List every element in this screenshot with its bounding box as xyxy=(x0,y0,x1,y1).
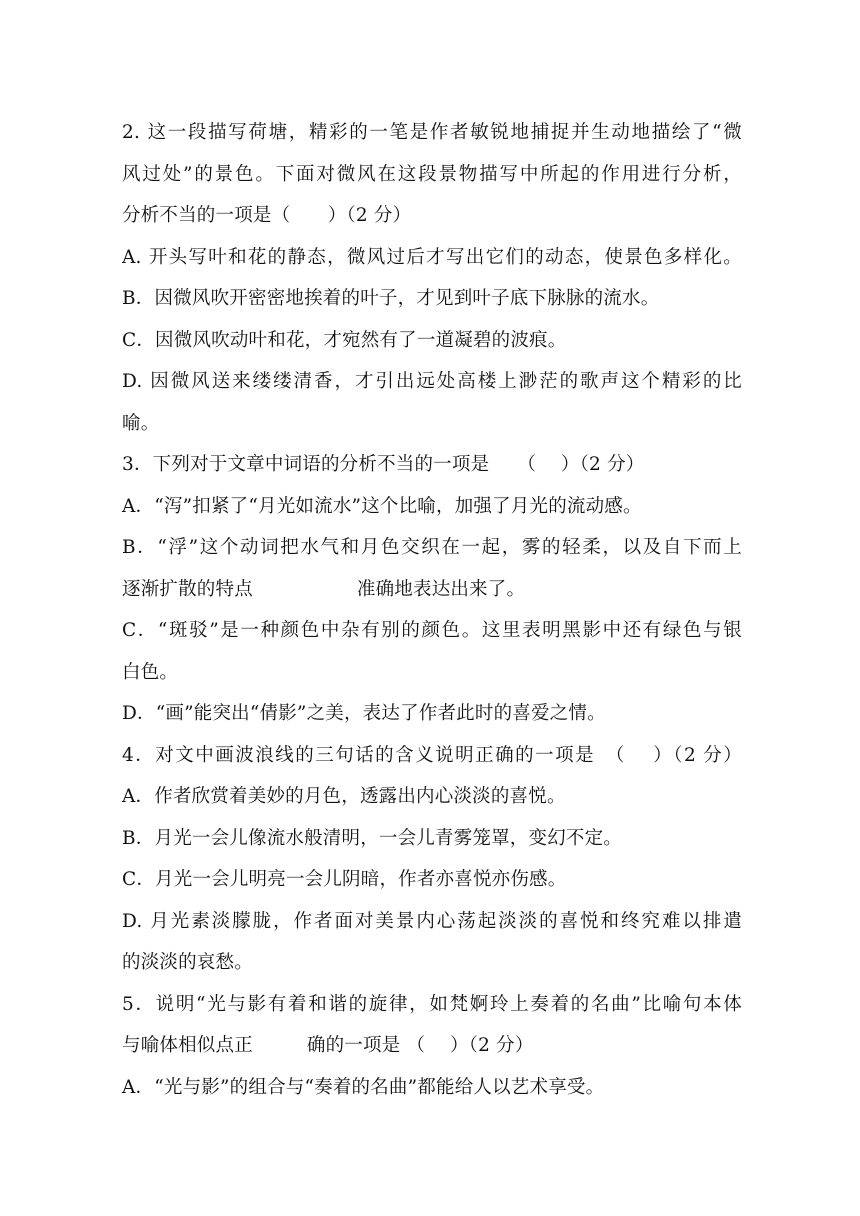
question-4-option-a: A．作者欣赏着美妙的月色，透露出内心淡淡的喜悦。 xyxy=(122,786,566,807)
question-3-option-a: A．“泻”扣紧了“月光如流水”这个比喻，加强了月光的流动感。 xyxy=(122,495,642,517)
question-2-stem-line-3: 分析不当的一项是（ ）（2 分） xyxy=(122,205,412,226)
question-4-stem: 4．对文中画波浪线的三句话的含义说明正确的一项是 （ ）（2 分） xyxy=(122,744,742,766)
question-3-option-b-text-1: 逐渐扩散的特点 xyxy=(122,578,253,600)
question-3-option-b-text-2: 准确地表达出来了。 xyxy=(356,578,526,600)
question-3-stem: 3．下列对于文章中词语的分析不当的一项是 （ ）（2 分） xyxy=(122,454,645,475)
question-2-option-a: A. 开头写叶和花的静态，微风过后才写出它们的动态，使景色多样化。 xyxy=(122,246,742,268)
question-3-option-b-line-2 xyxy=(122,569,742,611)
question-2-option-d-line-1: D. 因微风送来缕缕清香，才引出远处高楼上渺茫的歌声这个精彩的比 xyxy=(122,371,742,392)
question-2-option-b: B．因微风吹开密密地挨着的叶子，才见到叶子底下脉脉的流水。 xyxy=(122,288,660,309)
question-2-stem-line-2: 风过处”的景色。下面对微风在这段景物描写中所起的作用进行分析， xyxy=(122,163,742,185)
question-3-option-c-line-2: 白色。 xyxy=(122,661,179,683)
question-5-stem-line-2 xyxy=(122,1025,742,1067)
question-5-stem-text-2: 确的一项是 （ ）（2 分） xyxy=(306,1035,534,1056)
question-2-option-c: C．因微风吹动叶和花，才宛然有了一道凝碧的波痕。 xyxy=(122,329,567,351)
question-text-block xyxy=(122,112,742,1108)
question-4-option-d-line-2: 的淡淡的哀愁。 xyxy=(122,952,253,973)
question-3-option-b-line-1: B．“浮”这个动词把水气和月色交织在一起，雾的轻柔，以及自下而上 xyxy=(122,537,742,558)
question-2-option-d-line-2: 喻。 xyxy=(122,412,160,434)
question-5-option-a: A．“光与影”的组合与“奏着的名曲”都能给人以艺术享受。 xyxy=(122,1076,605,1098)
question-5-stem-line-1: 5．说明“光与影有着和谐的旋律，如梵婀玲上奏着的名曲”比喻句本体 xyxy=(122,993,742,1015)
question-5-stem-text-1: 与喻体相似点正 xyxy=(122,1035,253,1056)
question-2-stem-line-1: 2. 这一段描写荷塘，精彩的一笔是作者敏锐地捕捉并生动地描绘了“微 xyxy=(122,122,742,143)
question-4-option-b: B．月光一会儿像流水般清明，一会儿青雾笼罩，变幻不定。 xyxy=(122,827,622,849)
question-3-option-d: D．“画”能突出“倩影”之美，表达了作者此时的喜爱之情。 xyxy=(122,703,606,724)
question-4-option-c: C．月光一会儿明亮一会儿阴暗，作者亦喜悦亦伤感。 xyxy=(122,869,567,890)
question-3-option-c-line-1: C．“斑驳”是一种颜色中杂有别的颜色。这里表明黑影中还有绿色与银 xyxy=(122,620,742,641)
question-4-option-d-line-1: D. 月光素淡朦胧，作者面对美景内心荡起淡淡的喜悦和终究难以排遣 xyxy=(122,910,742,932)
